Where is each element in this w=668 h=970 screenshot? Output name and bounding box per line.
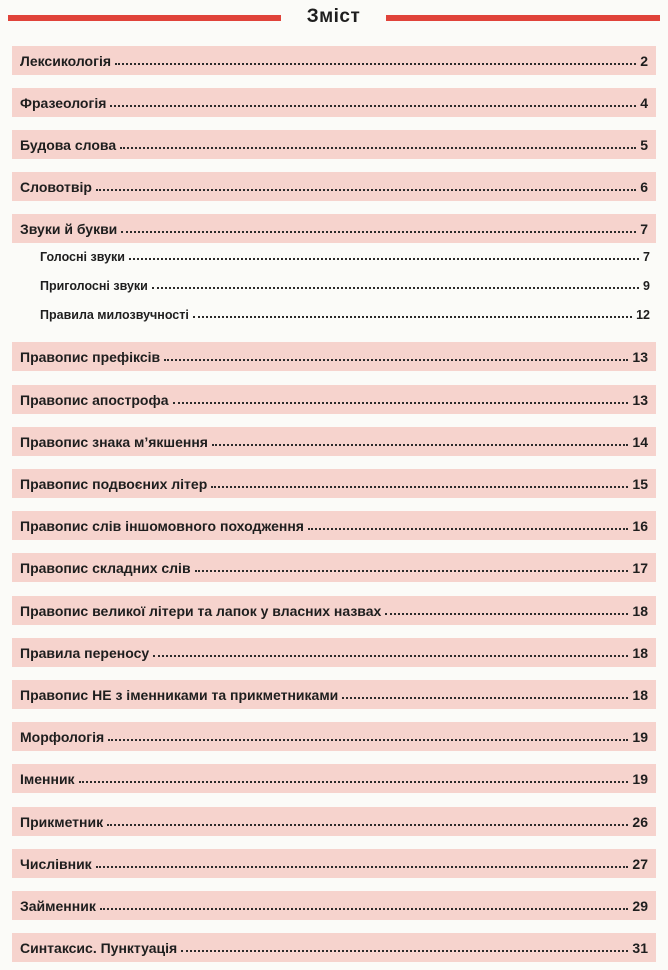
entry-page: 27 — [632, 855, 648, 872]
entry-page: 13 — [632, 348, 648, 365]
dot-leader — [195, 556, 629, 572]
dot-leader — [152, 277, 639, 289]
subentry-page: 7 — [643, 250, 650, 264]
toc-header — [0, 5, 668, 31]
toc-subentry-vowels[interactable] — [40, 246, 650, 268]
entry-label: Правопис префіксів — [20, 348, 161, 365]
toc-entry-ne-nouns-adjectives[interactable] — [12, 680, 656, 709]
entry-label: Будова слова — [20, 136, 117, 153]
entry-label: Правопис знака м’якшення — [20, 433, 208, 450]
entry-label: Словотвір — [20, 178, 92, 195]
dot-leader — [211, 472, 628, 488]
toc-entry-compound-words[interactable] — [12, 553, 656, 582]
entry-label: Правила переносу — [20, 644, 150, 661]
dot-leader — [342, 683, 628, 699]
entry-page: 16 — [632, 517, 648, 534]
entry-page: 5 — [640, 136, 648, 153]
entry-page: 15 — [632, 475, 648, 492]
entry-page: 26 — [632, 813, 648, 830]
dot-leader — [96, 175, 636, 191]
entry-page: 17 — [632, 559, 648, 576]
toc-entry-apostrophe[interactable] — [12, 385, 656, 414]
dot-leader — [96, 852, 629, 868]
dot-leader — [107, 810, 628, 826]
entry-label: Прикметник — [20, 813, 104, 830]
dot-leader — [212, 430, 628, 446]
dot-leader — [164, 345, 628, 361]
dot-leader — [129, 248, 639, 260]
entry-page: 13 — [632, 391, 648, 408]
dot-leader — [110, 91, 636, 107]
toc-entry-soft-sign[interactable] — [12, 427, 656, 456]
entry-page: 18 — [632, 686, 648, 703]
entry-page: 18 — [632, 644, 648, 661]
subentry-page: 9 — [643, 279, 650, 293]
entry-label: Звуки й букви — [20, 220, 118, 237]
subentry-page: 12 — [636, 308, 650, 322]
entry-page: 19 — [632, 728, 648, 745]
entry-label: Правопис слів іншомовного походження — [20, 517, 304, 534]
entry-label: Правопис НЕ з іменниками та прикметниками — [20, 686, 339, 703]
toc-entry-numeral[interactable] — [12, 849, 656, 878]
entry-label: Числівник — [20, 855, 92, 872]
dot-leader — [79, 767, 629, 783]
entry-page: 7 — [640, 220, 648, 237]
entry-label: Правопис подвоєних літер — [20, 475, 208, 492]
entry-label: Займенник — [20, 897, 96, 914]
dot-leader — [385, 599, 628, 615]
entry-page: 14 — [632, 433, 648, 450]
toc-entry-morphology[interactable] — [12, 722, 656, 751]
entry-page: 4 — [640, 94, 648, 111]
toc-entry-lexicology[interactable] — [12, 46, 656, 75]
toc-subentry-consonants[interactable] — [40, 275, 650, 297]
dot-leader — [153, 641, 628, 657]
toc-entry-word-formation[interactable] — [12, 172, 656, 201]
toc-entry-hyphenation[interactable] — [12, 638, 656, 667]
page-title: Зміст — [306, 6, 361, 27]
toc-entry-foreign-words[interactable] — [12, 511, 656, 540]
entry-page: 18 — [632, 602, 648, 619]
entry-page: 19 — [632, 770, 648, 787]
entry-label: Іменник — [20, 770, 75, 787]
toc-entry-syntax-punctuation[interactable] — [12, 933, 656, 962]
toc-entry-sounds-letters[interactable] — [12, 214, 656, 243]
entry-label: Морфологія — [20, 728, 105, 745]
header-bar-right — [386, 15, 660, 21]
entry-label: Синтаксис. Пунктуація — [20, 939, 178, 956]
dot-leader — [115, 49, 636, 65]
subentry-label: Правила милозвучності — [40, 308, 189, 322]
toc-entry-prefixes[interactable] — [12, 342, 656, 371]
toc-entry-word-structure[interactable] — [12, 130, 656, 159]
header-bar-left — [8, 15, 281, 21]
subentry-label: Голосні звуки — [40, 250, 125, 264]
entry-label: Правопис апострофа — [20, 391, 169, 408]
entry-label: Фразеологія — [20, 94, 107, 111]
toc-entry-noun[interactable] — [12, 764, 656, 793]
subentry-label: Приголосні звуки — [40, 279, 148, 293]
entry-page: 2 — [640, 52, 648, 69]
entry-label: Правопис складних слів — [20, 559, 191, 576]
dot-leader — [193, 306, 632, 318]
toc-entry-double-letters[interactable] — [12, 469, 656, 498]
dot-leader — [173, 388, 629, 404]
toc-entry-adjective[interactable] — [12, 807, 656, 836]
entry-label: Лексикологія — [20, 52, 111, 69]
dot-leader — [181, 936, 628, 952]
toc-entry-pronoun[interactable] — [12, 891, 656, 920]
entry-label: Правопис великої літери та лапок у власних назвах — [20, 602, 382, 619]
entry-page: 29 — [632, 897, 648, 914]
entry-page: 6 — [640, 178, 648, 195]
toc-entry-phraseology[interactable] — [12, 88, 656, 117]
toc-entry-capital-letters[interactable] — [12, 596, 656, 625]
toc-subentry-euphony[interactable] — [40, 304, 650, 326]
entry-page: 31 — [632, 939, 648, 956]
dot-leader — [120, 133, 636, 149]
dot-leader — [121, 217, 636, 233]
dot-leader — [108, 725, 628, 741]
dot-leader — [100, 894, 629, 910]
dot-leader — [308, 514, 628, 530]
